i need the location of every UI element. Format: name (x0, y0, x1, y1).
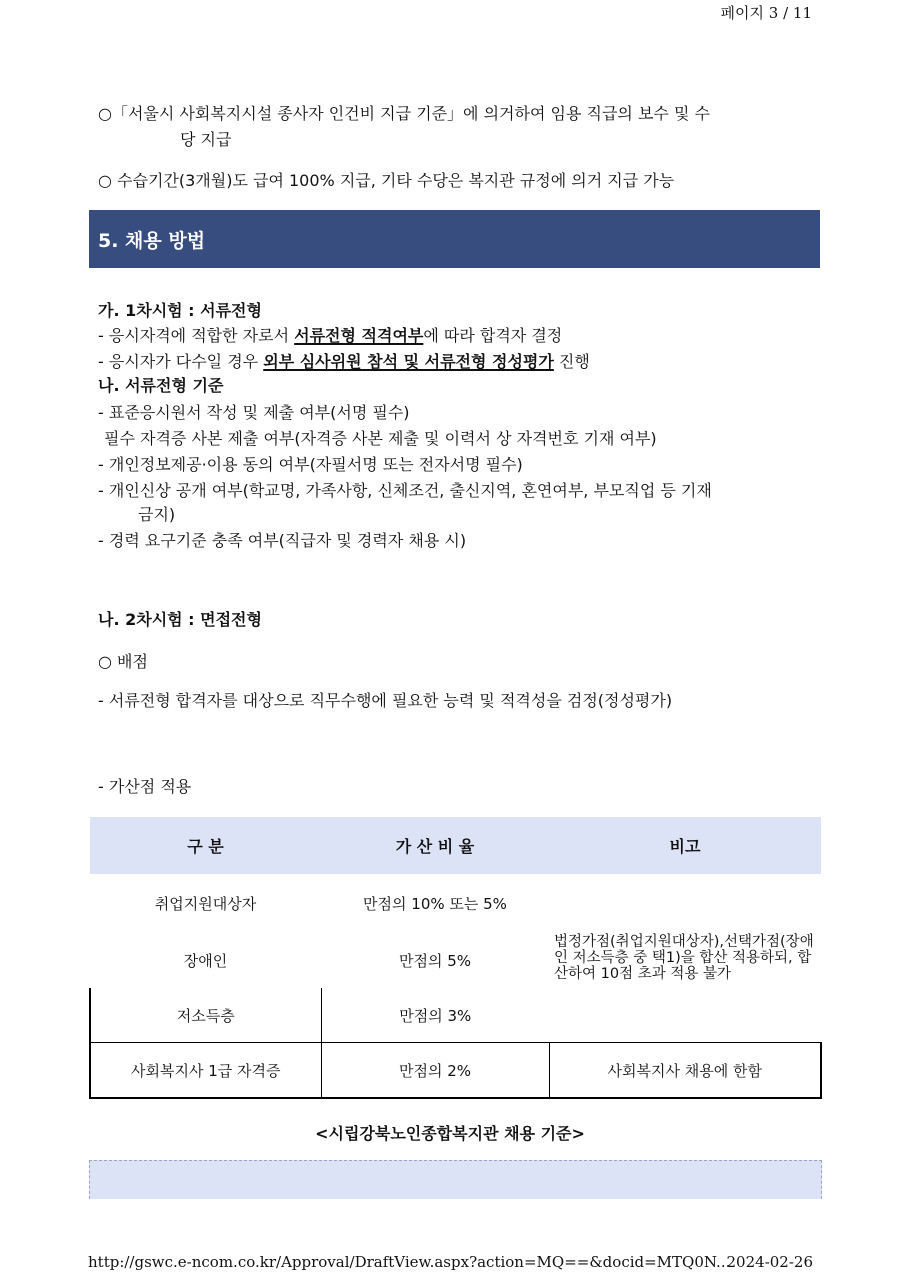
table-header-row (90, 817, 821, 874)
row-rate: 만점의 2% (321, 1043, 549, 1099)
row-rate: 만점의 3% (399, 1006, 472, 1025)
first-exam-item-1-post: 에 따라 합격자 결정 (423, 326, 563, 345)
row-category: 저소득층 (90, 988, 321, 1043)
header-rate: 가 산 비 율 (321, 817, 549, 874)
first-exam-item-2-post: 진행 (553, 352, 590, 371)
header-note: 비고 (549, 817, 821, 874)
criteria-item-cont: 금지) (138, 505, 176, 524)
intro-item-1-cont: 당 지급 (180, 130, 232, 149)
next-table-header (89, 1160, 822, 1199)
section-header (89, 210, 820, 268)
first-exam-item-2-pre: - 응시자가 다수일 경우 (98, 352, 264, 371)
criteria-item: - 개인신상 공개 여부(학교명, 가족사항, 신체조건, 출신지역, 혼연여부, 부모직업 등 기재 (98, 481, 712, 500)
first-exam-item-2-emphasis: 외부 심사위원 참석 및 서류전형 정성평가 (263, 352, 554, 371)
first-exam-item-2 (98, 351, 590, 373)
page-number: 페이지 3 / 11 (720, 4, 812, 22)
row-category: 장애인 (183, 952, 228, 970)
footer-date: 2024-02-26 (726, 1253, 813, 1271)
row-category: 취업지원대상자 (154, 895, 257, 913)
first-exam-heading: 가. 1차시험 : 서류전형 (98, 301, 262, 320)
intro-item-2: ○ 수습기간(3개월)도 급여 100% 지급, 기타 수당은 복지관 규정에 의거 지급 가능 (98, 171, 675, 190)
criteria-item: 필수 자격증 사본 제출 여부(자격증 사본 제출 및 이력서 상 자격번호 기재 여부) (104, 429, 657, 448)
criteria-item: - 경력 요구기준 충족 여부(직급자 및 경력자 채용 시) (98, 531, 467, 550)
row-category: 사회복지사 1급 자격증 (90, 1043, 321, 1099)
footer-url[interactable]: http://gswc.e-ncom.co.kr/Approval/DraftView.aspx?action=MQ==&docid=MTQ0N... (88, 1253, 731, 1271)
first-exam-item-1 (98, 325, 562, 347)
table-row (90, 874, 821, 933)
bonus-points-table (89, 817, 822, 1099)
shared-note: 법정가점(취업지원대상자),선택가점(장애인 저소득층 중 택1)을 합산 적용하되, 합산하여 10점 초과 적용 불가 (554, 934, 814, 982)
bonus-points-label: - 가산점 적용 (98, 777, 192, 796)
scoring-description: - 서류전형 합격자를 대상으로 직무수행에 필요한 능력 및 적격성을 검정(정성평가) (98, 691, 673, 710)
first-exam-item-1-emphasis: 서류전형 적격여부 (294, 326, 424, 345)
header-category: 구 분 (90, 817, 321, 874)
criteria-item: - 표준응시원서 작성 및 제출 여부(서명 필수) (98, 403, 410, 422)
second-exam-heading: 나. 2차시험 : 면접전형 (98, 610, 262, 629)
scoring-label: ○ 배점 (98, 652, 148, 671)
intro-item-1: ○「서울시 사회복지시설 종사자 인건비 지급 기준」에 의거하여 임용 직급의 보수 및 수 (98, 104, 710, 123)
row-rate: 만점의 5% (398, 952, 472, 970)
row-rate: 만점의 10% 또는 5% (363, 895, 507, 913)
first-exam-item-1-pre: - 응시자격에 적합한 자로서 (98, 326, 295, 345)
criteria-heading: 나. 서류전형 기준 (98, 376, 224, 395)
section-title: 5. 채용 방법 (98, 230, 206, 252)
table-row (90, 1043, 821, 1099)
criteria-item: - 개인정보제공·이용 동의 여부(자필서명 또는 전자서명 필수) (98, 455, 523, 474)
table-caption: <시립강북노인종합복지관 채용 기준> (315, 1124, 585, 1143)
row-note: 사회복지사 채용에 한함 (549, 1043, 821, 1099)
